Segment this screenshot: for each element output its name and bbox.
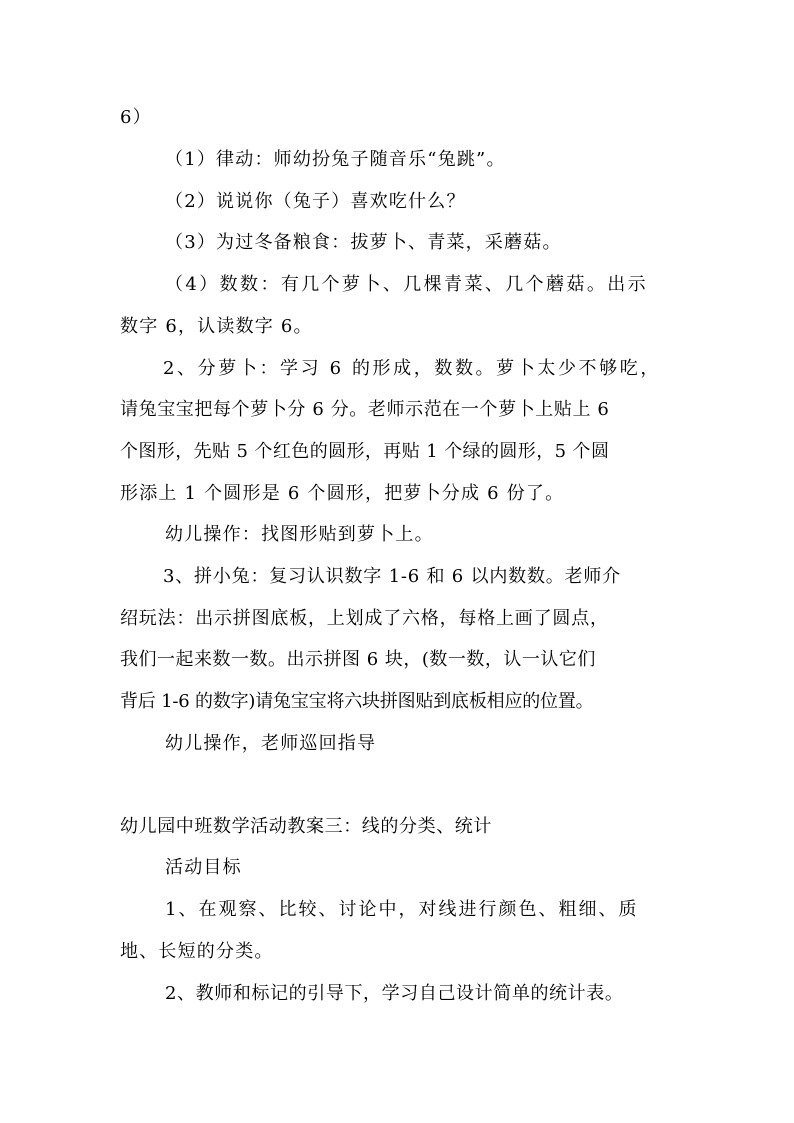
substep-counting-cont: 数字 6，认读数字 6。 [120,316,313,337]
child-operation-2: 幼儿操作，老师巡回指导 [165,733,377,754]
goal-1: 1、在观察、比较、讨论中，对线进行颜色、粗细、质 [165,899,639,920]
child-operation-1: 幼儿操作：找图形贴到萝卜上。 [165,524,434,545]
step-puzzle-rabbit-cont-2: 我们一起来数一数。出示拼图 6 块，(数一数，认一认它们 [120,649,596,670]
section-title: 幼儿园中班数学活动教案三：线的分类、统计 [120,816,492,837]
substep-counting: （4）数数：有几个萝卜、几棵青菜、几个蘑菇。出示 [165,274,649,295]
step-divide-radish: 2、分萝卜：学习 6 的形成，数数。萝卜太少不够吃， [163,358,661,379]
step-divide-radish-cont-1: 请兔宝宝把每个萝卜分 6 分。老师示范在一个萝卜上贴上 6 [120,399,610,420]
step-puzzle-rabbit-cont-3: 背后 1-6 的数字)请兔宝宝将六块拼图贴到底板相应的位置。 [120,691,594,712]
substep-talk: （2）说说你（兔子）喜欢吃什么？ [165,191,466,212]
step-puzzle-rabbit: 3、拼小兔：复习认识数字 1-6 和 6 以内数数。老师介 [163,566,621,587]
activity-goals-heading: 活动目标 [165,857,242,878]
goal-1-cont: 地、长短的分类。 [120,941,274,962]
substep-rhythm: （1）律动：师幼扮兔子随音乐“兔跳”。 [165,149,506,170]
goal-2: 2、教师和标记的引导下，学习自己设计简单的统计表。 [165,983,624,1004]
step-divide-radish-cont-3: 形添上 1 个圆形是 6 个圆形，把萝卜分成 6 份了。 [120,483,565,504]
step-puzzle-rabbit-cont-1: 绍玩法：出示拼图底板，上划成了六格，每格上画了圆点， [120,608,609,629]
substep-food: （3）为过冬备粮食：拔萝卜、青菜，采蘑菇。 [165,232,562,253]
step-number-fragment: 6） [120,107,152,128]
step-divide-radish-cont-2: 个图形，先贴 5 个红色的圆形，再贴 1 个绿的圆形，5 个圆 [120,441,610,462]
